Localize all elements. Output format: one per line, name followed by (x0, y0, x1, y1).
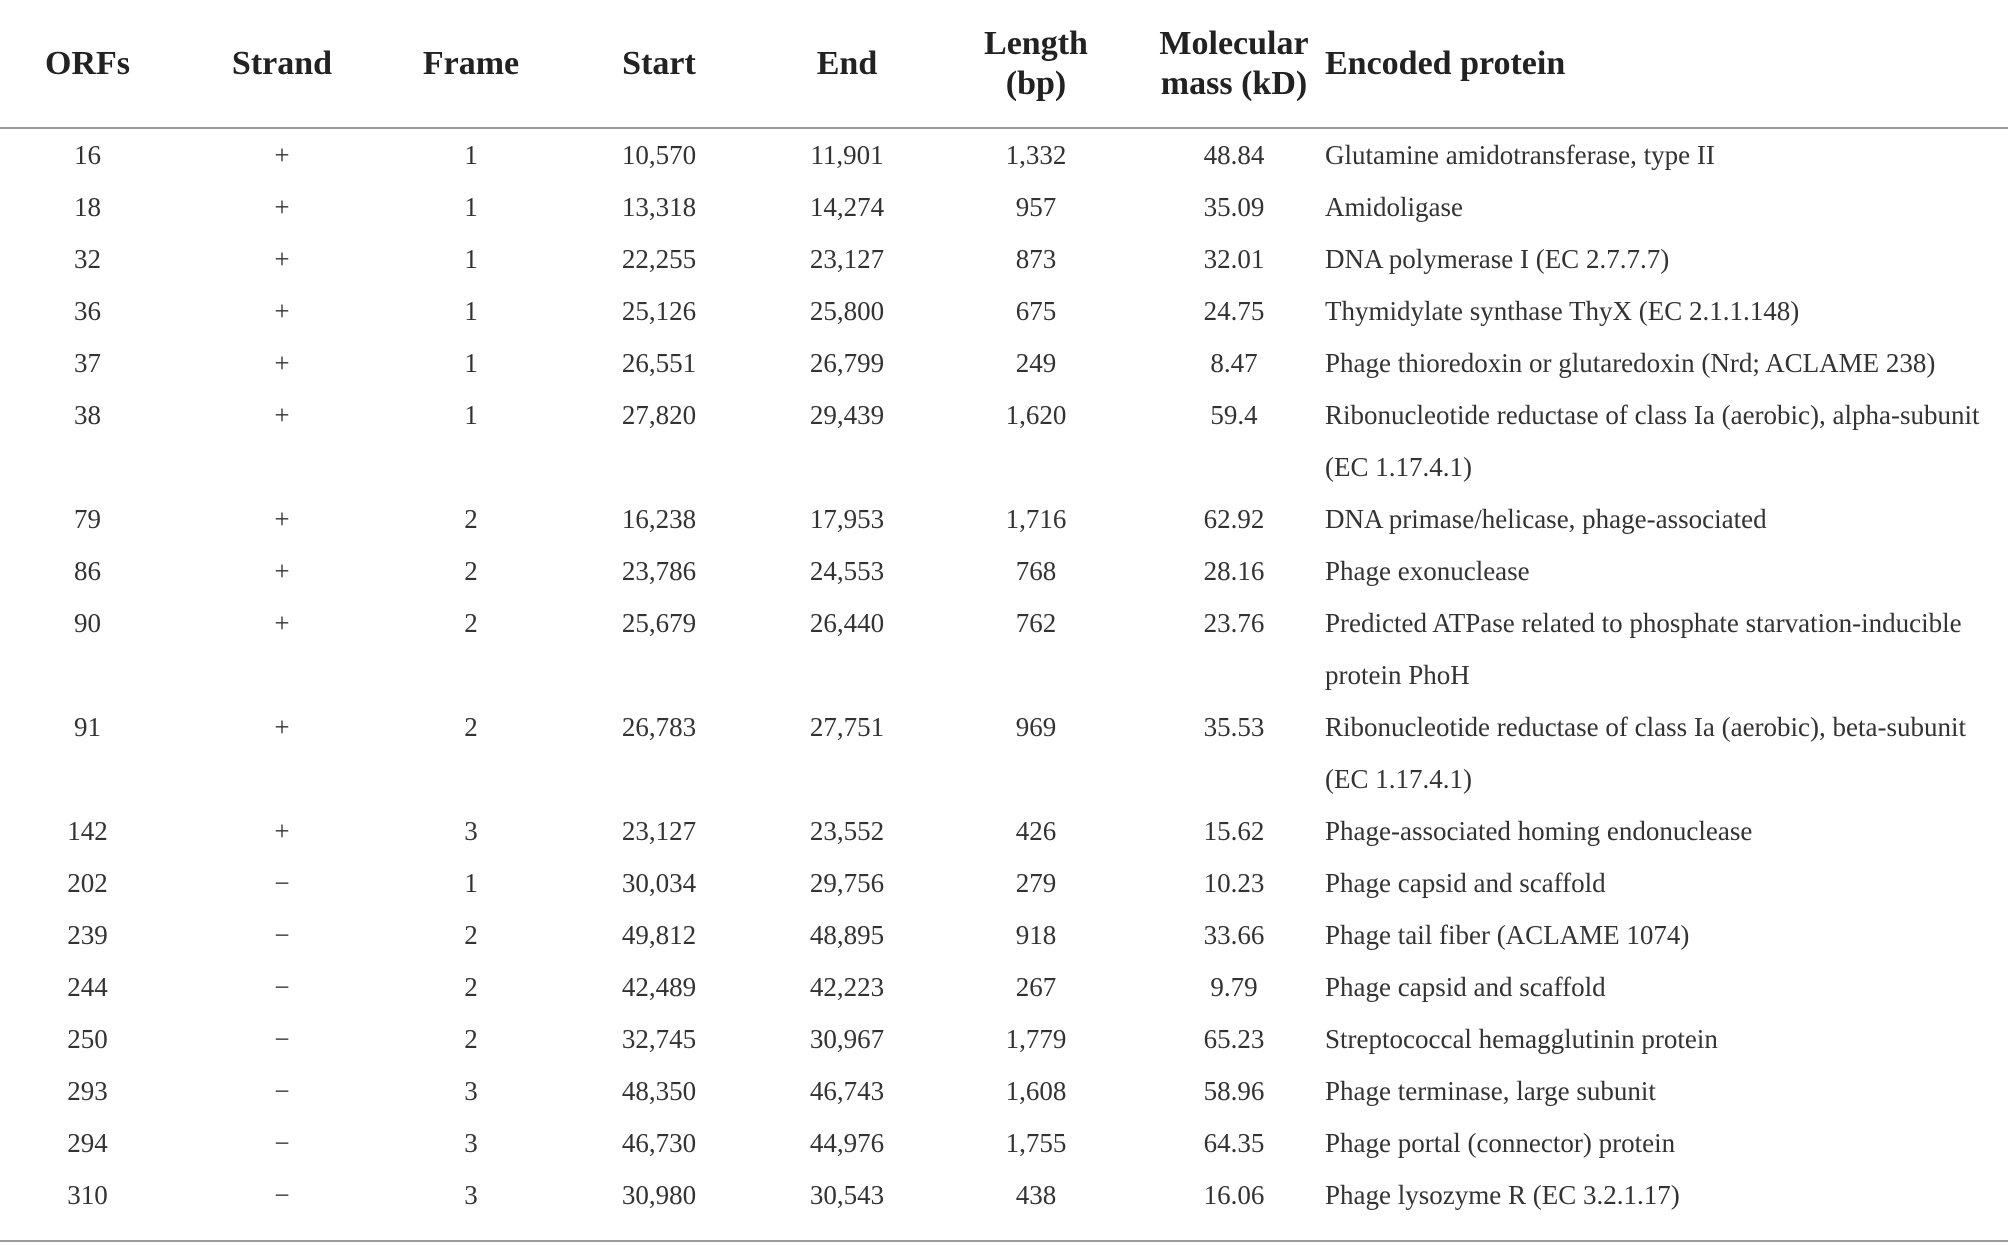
cell-frame: 1 (464, 348, 478, 378)
cell-end: 30,543 (809, 1180, 885, 1210)
cell-frame: 1 (464, 296, 478, 326)
cell-start: 22,255 (621, 244, 697, 274)
cell-end: 23,127 (809, 244, 885, 274)
table-row (0, 181, 2008, 233)
cell-strand: + (274, 816, 290, 846)
header-start: Start (553, 0, 765, 128)
cell-length: 1,716 (1005, 504, 1067, 534)
header-strand: Strand (175, 0, 389, 128)
cell-frame: 2 (464, 504, 478, 534)
cell-frame: 2 (464, 1024, 478, 1054)
cell-orf: 202 (67, 868, 108, 898)
cell-orf: 37 (74, 348, 101, 378)
cell-strand: − (274, 1180, 290, 1210)
cell-frame: 3 (464, 1128, 478, 1158)
cell-strand: − (274, 920, 290, 950)
cell-strand: − (274, 1024, 290, 1054)
table-row (0, 389, 2008, 493)
cell-orf: 142 (67, 816, 108, 846)
cell-frame: 1 (464, 140, 478, 170)
cell-mass: 62.92 (1203, 504, 1265, 534)
cell-length: 279 (1015, 868, 1057, 898)
cell-orf: 90 (74, 608, 101, 638)
cell-end: 29,756 (809, 868, 885, 898)
cell-orf: 239 (67, 920, 108, 950)
cell-frame: 2 (464, 712, 478, 742)
cell-strand: + (274, 608, 290, 638)
cell-end: 26,440 (809, 608, 885, 638)
table-row (0, 1065, 2008, 1117)
cell-orf: 293 (67, 1076, 108, 1106)
cell-orf: 250 (67, 1024, 108, 1054)
cell-orf: 244 (67, 972, 108, 1002)
cell-start: 26,783 (621, 712, 697, 742)
cell-mass: 48.84 (1203, 140, 1265, 170)
header-frame: Frame (389, 0, 553, 128)
cell-protein: DNA primase/helicase, phage-associated (1325, 504, 1767, 534)
header-length (929, 0, 1143, 128)
table-row (0, 1013, 2008, 1065)
table-body (0, 128, 2008, 1229)
cell-strand: − (274, 1128, 290, 1158)
cell-strand: + (274, 712, 290, 742)
cell-frame: 2 (464, 972, 478, 1002)
cell-strand: + (274, 244, 290, 274)
cell-strand: − (274, 1076, 290, 1106)
cell-end: 24,553 (809, 556, 885, 586)
cell-start: 27,820 (621, 400, 697, 430)
cell-strand: − (274, 868, 290, 898)
cell-protein: Glutamine amidotransferase, type II (1325, 140, 1715, 170)
cell-start: 46,730 (621, 1128, 697, 1158)
cell-end: 30,967 (809, 1024, 885, 1054)
cell-strand: + (274, 296, 290, 326)
cell-end: 44,976 (809, 1128, 885, 1158)
header-length-line1: Length (984, 24, 1088, 62)
cell-strand: + (274, 400, 290, 430)
cell-end: 29,439 (809, 400, 885, 430)
cell-protein: Predicted ATPase related to phosphate starvation-inducible protein PhoH (1325, 608, 1962, 690)
table-row (0, 233, 2008, 285)
cell-end: 23,552 (809, 816, 885, 846)
cell-length: 675 (1015, 296, 1057, 326)
cell-start: 13,318 (621, 192, 697, 222)
cell-protein: Phage tail fiber (ACLAME 1074) (1325, 920, 1690, 950)
cell-length: 249 (1015, 348, 1057, 378)
cell-protein: Amidoligase (1325, 192, 1463, 222)
table-row (0, 857, 2008, 909)
cell-orf: 36 (74, 296, 101, 326)
table-row (0, 597, 2008, 701)
cell-end: 26,799 (809, 348, 885, 378)
cell-start: 48,350 (621, 1076, 697, 1106)
table-row (0, 545, 2008, 597)
cell-mass: 59.4 (1210, 400, 1258, 430)
cell-frame: 2 (464, 556, 478, 586)
cell-length: 1,332 (1005, 140, 1067, 170)
cell-end: 48,895 (809, 920, 885, 950)
cell-strand: + (274, 348, 290, 378)
table-row (0, 1169, 2008, 1229)
cell-protein: Phage capsid and scaffold (1325, 868, 1606, 898)
cell-orf: 91 (74, 712, 101, 742)
table-bottom-rule (0, 1240, 2008, 1242)
table-row (0, 128, 2008, 181)
cell-mass: 65.23 (1203, 1024, 1265, 1054)
cell-protein: Phage-associated homing endonuclease (1325, 816, 1753, 846)
cell-frame: 1 (464, 192, 478, 222)
cell-frame: 3 (464, 816, 478, 846)
cell-end: 11,901 (810, 140, 884, 170)
table-row (0, 701, 2008, 805)
cell-orf: 18 (74, 192, 101, 222)
cell-protein: Phage terminase, large subunit (1325, 1076, 1656, 1106)
cell-end: 14,274 (809, 192, 885, 222)
cell-mass: 32.01 (1203, 244, 1265, 274)
cell-frame: 1 (464, 244, 478, 274)
table-row (0, 961, 2008, 1013)
cell-mass: 8.47 (1210, 348, 1258, 378)
cell-orf: 310 (67, 1180, 108, 1210)
cell-length: 873 (1015, 244, 1057, 274)
cell-protein: Streptococcal hemagglutinin protein (1325, 1024, 1718, 1054)
cell-protein: Thymidylate synthase ThyX (EC 2.1.1.148) (1325, 296, 1800, 326)
cell-mass: 28.16 (1203, 556, 1265, 586)
cell-frame: 2 (464, 920, 478, 950)
header-orfs: ORFs (0, 0, 175, 128)
cell-length: 1,755 (1005, 1128, 1067, 1158)
cell-start: 32,745 (621, 1024, 697, 1054)
cell-end: 17,953 (809, 504, 885, 534)
cell-mass: 35.53 (1203, 712, 1265, 742)
cell-frame: 2 (464, 608, 478, 638)
cell-protein: Phage portal (connector) protein (1325, 1128, 1676, 1158)
cell-protein: Phage capsid and scaffold (1325, 972, 1606, 1002)
cell-end: 42,223 (809, 972, 885, 1002)
cell-length: 918 (1015, 920, 1057, 950)
cell-length: 1,608 (1005, 1076, 1067, 1106)
cell-length: 426 (1015, 816, 1057, 846)
cell-frame: 3 (464, 1180, 478, 1210)
header-mass (1143, 0, 1325, 128)
header-protein: Encoded protein (1325, 0, 2008, 128)
cell-mass: 15.62 (1203, 816, 1265, 846)
cell-mass: 64.35 (1203, 1128, 1265, 1158)
table-header (0, 0, 2008, 128)
cell-end: 25,800 (809, 296, 885, 326)
header-row (0, 0, 2008, 128)
table-row (0, 285, 2008, 337)
cell-length: 768 (1015, 556, 1057, 586)
cell-start: 23,127 (621, 816, 697, 846)
cell-protein: Phage thioredoxin or glutaredoxin (Nrd; ACLAME 238) (1325, 348, 1936, 378)
cell-frame: 1 (464, 868, 478, 898)
cell-mass: 24.75 (1203, 296, 1265, 326)
cell-frame: 1 (464, 400, 478, 430)
cell-orf: 38 (74, 400, 101, 430)
cell-orf: 79 (74, 504, 101, 534)
cell-protein: Ribonucleotide reductase of class Ia (aerobic), beta-subunit (EC 1.17.4.1) (1325, 712, 1966, 794)
cell-start: 30,034 (621, 868, 697, 898)
cell-start: 16,238 (621, 504, 697, 534)
cell-start: 23,786 (621, 556, 697, 586)
header-mass-line2: mass (kD) (1160, 64, 1308, 102)
cell-start: 25,679 (621, 608, 697, 638)
cell-mass: 58.96 (1203, 1076, 1265, 1106)
cell-start: 49,812 (621, 920, 697, 950)
cell-length: 969 (1015, 712, 1057, 742)
table-row (0, 909, 2008, 961)
cell-mass: 16.06 (1203, 1180, 1265, 1210)
cell-start: 42,489 (621, 972, 697, 1002)
header-mass-line1: Molecular (1159, 24, 1309, 62)
cell-start: 30,980 (621, 1180, 697, 1210)
cell-length: 762 (1015, 608, 1057, 638)
cell-protein: Phage exonuclease (1325, 556, 1530, 586)
cell-start: 26,551 (621, 348, 697, 378)
cell-strand: + (274, 556, 290, 586)
cell-mass: 9.79 (1210, 972, 1258, 1002)
cell-start: 10,570 (621, 140, 697, 170)
cell-length: 957 (1015, 192, 1057, 222)
cell-length: 1,620 (1005, 400, 1067, 430)
table-row (0, 337, 2008, 389)
table-row (0, 805, 2008, 857)
cell-orf: 294 (67, 1128, 108, 1158)
cell-protein: Phage lysozyme R (EC 3.2.1.17) (1325, 1180, 1680, 1210)
cell-length: 438 (1015, 1180, 1057, 1210)
cell-strand: + (274, 192, 290, 222)
cell-end: 46,743 (809, 1076, 885, 1106)
cell-orf: 32 (74, 244, 101, 274)
cell-length: 267 (1015, 972, 1057, 1002)
cell-orf: 86 (74, 556, 101, 586)
cell-strand: + (274, 140, 290, 170)
header-end: End (765, 0, 929, 128)
cell-mass: 23.76 (1203, 608, 1265, 638)
cell-start: 25,126 (621, 296, 697, 326)
cell-length: 1,779 (1005, 1024, 1067, 1054)
cell-strand: − (274, 972, 290, 1002)
cell-strand: + (274, 504, 290, 534)
cell-mass: 35.09 (1203, 192, 1265, 222)
cell-mass: 10.23 (1203, 868, 1265, 898)
table-row (0, 1117, 2008, 1169)
cell-protein: DNA polymerase I (EC 2.7.7.7) (1325, 244, 1670, 274)
cell-protein: Ribonucleotide reductase of class Ia (aerobic), alpha-subunit (EC 1.17.4.1) (1325, 400, 1980, 482)
table-row (0, 493, 2008, 545)
header-length-line2: (bp) (1005, 64, 1067, 102)
cell-mass: 33.66 (1203, 920, 1265, 950)
cell-orf: 16 (74, 140, 101, 170)
cell-end: 27,751 (809, 712, 885, 742)
cell-frame: 3 (464, 1076, 478, 1106)
